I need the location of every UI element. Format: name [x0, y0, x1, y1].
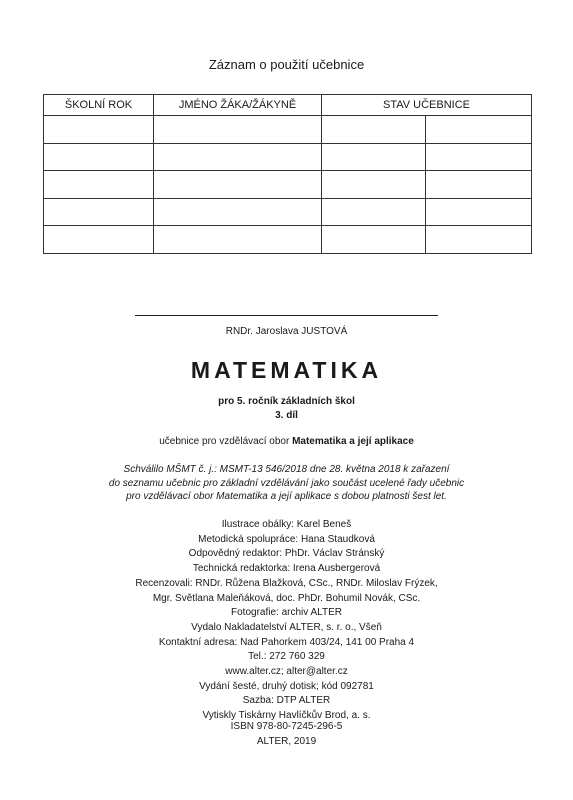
- table-cell: [154, 116, 322, 144]
- table-row: [44, 116, 532, 144]
- usage-record-table: [43, 94, 532, 254]
- credit-line: Vydalo Nakladatelství ALTER, s. r. o., Všeň: [191, 621, 382, 633]
- table-row: [44, 143, 532, 171]
- table-cell: [426, 198, 532, 226]
- table-cell: [154, 171, 322, 199]
- table-cell: [322, 198, 426, 226]
- approval-line: do seznamu učebnic pro základní vzdělávání jako součást ucelené řady učebnic: [108, 477, 465, 489]
- table-cell: [322, 143, 426, 171]
- table-cell: [426, 171, 532, 199]
- record-title: Záznam o použití učebnice: [208, 57, 365, 72]
- approval-line: Schválilo MŠMT č. j.: MSMT-13 546/2018 dne 28. května 2018 k zařazení: [123, 464, 450, 475]
- usage-prefix: učebnice pro vzdělávací obor: [159, 436, 293, 447]
- approval-line: pro vzdělávací obor Matematika a její aplikace s dobou platnosti šest let.: [126, 491, 447, 502]
- credit-line: Vytiskly Tiskárny Havlíčkův Brod, a. s.: [202, 710, 371, 722]
- table-row: [44, 226, 532, 254]
- table-row: [44, 198, 532, 226]
- table-cell: [44, 116, 154, 144]
- table-cell: [154, 198, 322, 226]
- usage-line: [0, 436, 573, 447]
- table-cell: [426, 116, 532, 144]
- credit-line: Technická redaktorka: Irena Ausbergerová: [192, 563, 381, 575]
- header-student-name: JMÉNO ŽÁKA/ŽÁKYNĚ: [154, 95, 322, 116]
- table-cell: [44, 171, 154, 199]
- table-cell: [322, 226, 426, 254]
- book-part: 3. díl: [275, 410, 298, 421]
- isbn: ISBN 978-80-7245-296-5: [230, 721, 343, 732]
- credit-line: Tel.: 272 760 329: [248, 651, 325, 663]
- isbn-block: [0, 720, 573, 749]
- book-subtitle: pro 5. ročník základních škol: [218, 396, 355, 407]
- credit-line: Mgr. Světlana Maleňáková, doc. PhDr. Bohumil Novák, CSc.: [152, 592, 421, 604]
- book-title: MATEMATIKA: [190, 357, 383, 383]
- table-cell: [154, 143, 322, 171]
- divider-line: [135, 315, 438, 316]
- credit-line: Kontaktní adresa: Nad Pahorkem 403/24, 141 00 Praha 4: [158, 636, 415, 648]
- imprint: ALTER, 2019: [256, 735, 317, 747]
- credit-line: Fotografie: archiv ALTER: [231, 607, 342, 619]
- credit-line: Metodická spolupráce: Hana Staudková: [198, 533, 375, 545]
- credit-line: Odpovědný redaktor: PhDr. Václav Stránský: [188, 548, 385, 560]
- table-cell: [426, 143, 532, 171]
- credit-line: Sazba: DTP ALTER: [242, 695, 331, 707]
- credits-block: [0, 518, 573, 724]
- table-cell: [44, 198, 154, 226]
- header-school-year: ŠKOLNÍ ROK: [44, 95, 154, 116]
- approval-note: [0, 463, 573, 504]
- credit-line: Ilustrace obálky: Karel Beneš: [221, 519, 352, 530]
- credit-line: www.alter.cz; alter@alter.cz: [225, 666, 348, 678]
- table-header-row: [44, 95, 532, 116]
- author: RNDr. Jaroslava JUSTOVÁ: [225, 326, 348, 337]
- header-book-condition: STAV UČEBNICE: [322, 95, 532, 116]
- table-cell: [44, 226, 154, 254]
- credit-line: Vydání šesté, druhý dotisk; kód 092781: [199, 680, 374, 692]
- table-cell: [154, 226, 322, 254]
- table-cell: [322, 171, 426, 199]
- table-cell: [426, 226, 532, 254]
- table-cell: [322, 116, 426, 144]
- usage-subject: Matematika a její aplikace: [292, 436, 414, 447]
- credit-line: Recenzovali: RNDr. Růžena Blažková, CSc., RNDr. Miloslav Frýzek,: [135, 577, 438, 589]
- table-row: [44, 171, 532, 199]
- table-cell: [44, 143, 154, 171]
